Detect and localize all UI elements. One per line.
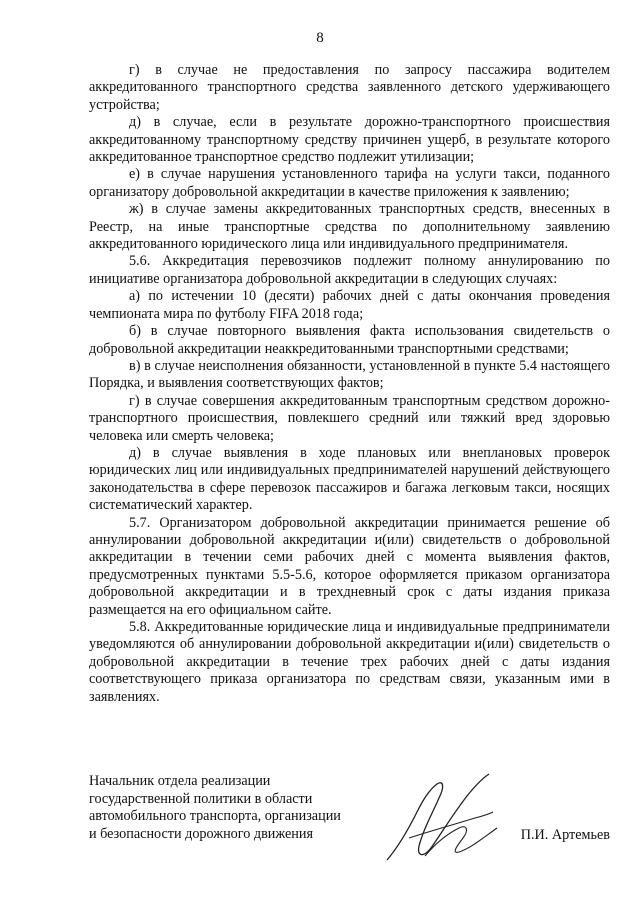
paragraph: 5.6. Аккредитация перевозчиков подлежит полному аннулированию по инициативе организатора добровольной аккредитации в следующих случаях: (89, 253, 610, 287)
paragraph: 5.8. Аккредитованные юридические лица и индивидуальные предприниматели уведомляются об аннулировании добровольной аккредитации и(или) свидетельств о добровольной аккредитации в течение трех рабочих дней с даты издания соответствующего приказа организатора по средствам связи, указанным ими в заявлениях. (89, 619, 610, 705)
signatory-name: П.И. Артемьев (520, 827, 610, 843)
paragraph: д) в случае, если в результате дорожно-транспортного происшествия аккредитованному транспортному средству причинен ущерб, в результате которого аккредитованное транспортное средство подлежит утилизации; (89, 114, 610, 166)
signatory-title-line: автомобильного транспорта, организации (89, 808, 341, 825)
paragraph: б) в случае повторного выявления факта использования свидетельств о добровольной аккредитации неаккредитованными транспортными средствами; (89, 323, 610, 357)
paragraph: ж) в случае замены аккредитованных транспортных средств, внесенных в Реестр, на иные транспортные средства по дополнительному заявлению аккредитованного юридического лица или индивидуального предпринимателя. (89, 201, 610, 253)
signatory-title (89, 773, 389, 843)
paragraph: 5.7. Организатором добровольной аккредитации принимается решение об аннулировании добровольной аккредитации и(или) свидетельств о добровольной аккредитации в течении семи рабочих дней с момента выявления фактов, предусмотренных пунктами 5.5-5.6, которое оформляется приказом организатора добровольной аккредитации и в трехдневный срок с даты издания приказа размещается на его официальном сайте. (89, 514, 610, 618)
paragraph: а) по истечении 10 (десяти) рабочих дней с даты окончания проведения чемпионата мира по футболу FIFA 2018 года; (89, 288, 610, 322)
paragraph: в) в случае неисполнения обязанности, установленной в пункте 5.4 настоящего Порядка, и выявления соответствующих фактов; (89, 357, 610, 392)
handwritten-signature (379, 768, 509, 873)
document-body (89, 62, 610, 706)
signatory-title-line: государственной политики в области (89, 790, 313, 807)
signatory-title-line: и безопасности дорожного движения (89, 825, 313, 842)
paragraph: г) в случае не предоставления по запросу пассажира водителем аккредитованного транспортного средства заявленного детского удерживающего устройства; (89, 62, 610, 113)
page-number: 8 (316, 30, 324, 46)
paragraph: д) в случае выявления в ходе плановых или внеплановых проверок юридических лиц или индивидуальных предпринимателей нарушений действующего законодательства в сфере перевозок пассажиров и багажа легковым такси, носящих систематический характер. (89, 444, 610, 514)
signatory-title-line: Начальник отдела реализации (89, 773, 271, 789)
paragraph: г) в случае совершения аккредитованным транспортным средством дорожно-транспортного происшествия, повлекшего средний или тяжкий вред здоровью человека или смерть человека; (89, 392, 610, 444)
paragraph: е) в случае нарушения установленного тарифа на услуги такси, поданного организатору добровольной аккредитации в качестве приложения к заявлению; (89, 166, 610, 200)
signature-block (89, 773, 610, 873)
